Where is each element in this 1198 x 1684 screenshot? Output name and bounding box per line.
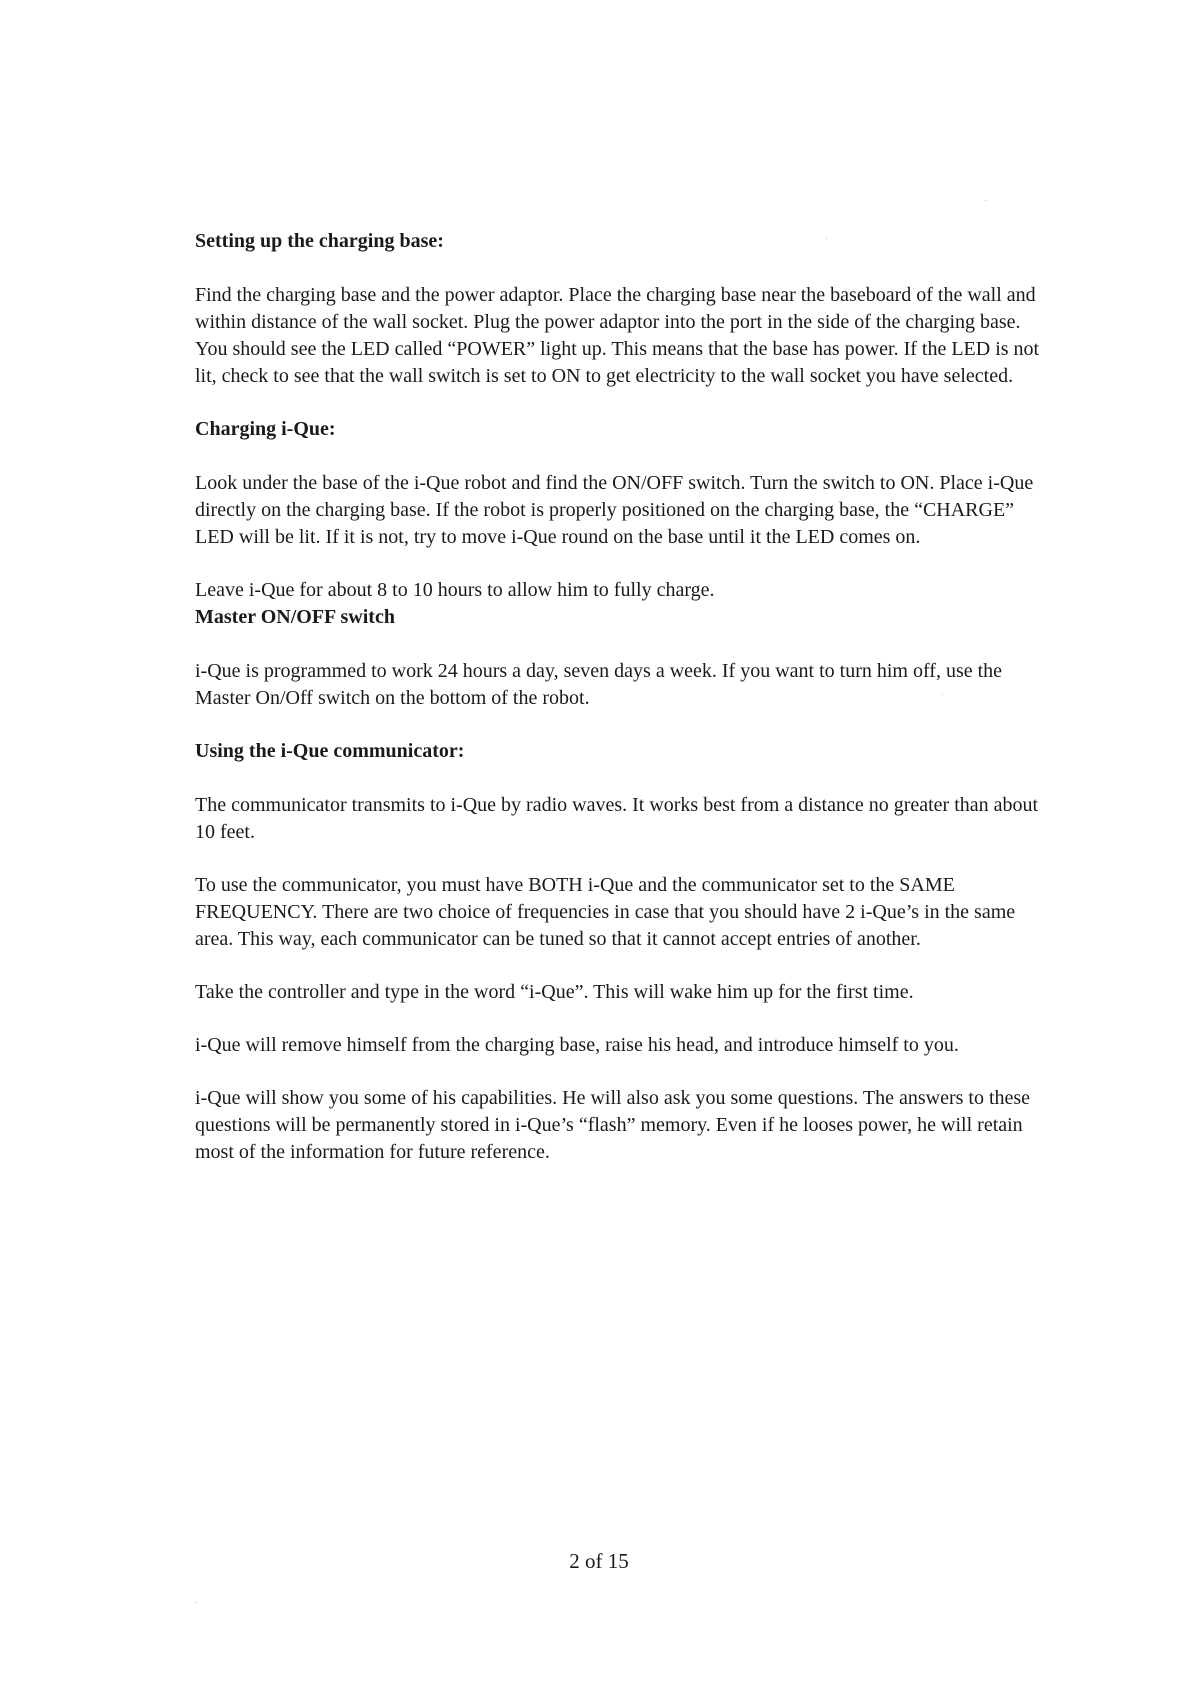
paragraph: The communicator transmits to i-Que by radio waves. It works best from a distance no greater than about 10 feet. bbox=[195, 794, 1039, 843]
section-heading: Setting up the charging base: bbox=[195, 230, 444, 252]
scan-speck bbox=[195, 1602, 196, 1603]
paragraph: Find the charging base and the power adaptor. Place the charging base near the baseboard of the wall and within distance of the wall socket. Plug the power adaptor into the port in the side of the charging base. You should see the LED called “POWER” light up. This means that the base has power. If the LED is not lit, check to see that the wall switch is set to ON to get electricity to the wall socket you have selected. bbox=[195, 284, 1040, 387]
scan-speck bbox=[942, 694, 943, 695]
section-heading: Charging i-Que: bbox=[195, 418, 336, 440]
section-charging-i-que bbox=[195, 416, 1055, 604]
paragraph: i-Que will show you some of his capabilities. He will also ask you some questions. The answers to these questions will be permanently stored in i-Que’s “flash” memory. Even if he looses power, he will retain most of the information for future reference. bbox=[195, 1087, 1031, 1163]
scan-speck bbox=[826, 238, 827, 239]
paragraph: i-Que is programmed to work 24 hours a day, seven days a week. If you want to turn him off, use the Master On/Off switch on the bottom of the robot. bbox=[195, 660, 1003, 709]
scan-speck bbox=[985, 200, 986, 201]
section-heading: Using the i-Que communicator: bbox=[195, 740, 465, 762]
document-body bbox=[195, 228, 1055, 1166]
paragraph: To use the communicator, you must have BOTH i-Que and the communicator set to the SAME FREQUENCY. There are two choice of frequencies in case that you should have 2 i-Que’s in the same area. This way, each communicator can be tuned so that it cannot accept entries of another. bbox=[195, 874, 1016, 950]
paragraph: Leave i-Que for about 8 to 10 hours to allow him to fully charge. bbox=[195, 579, 715, 601]
page-number: 2 of 15 bbox=[569, 1549, 629, 1573]
paragraph: Look under the base of the i-Que robot and find the ON/OFF switch. Turn the switch to ON. Place i-Que directly on the charging base. If the robot is properly positioned on the charging base, the “CHARGE” LED will be lit. If it is not, try to move i-Que round on the base until it the LED comes on. bbox=[195, 472, 1034, 548]
section-master-on-off-switch bbox=[195, 604, 1055, 712]
section-setting-up-charging-base bbox=[195, 228, 1055, 390]
paragraph: i-Que will remove himself from the charging base, raise his head, and introduce himself to you. bbox=[195, 1034, 959, 1056]
paragraph: Take the controller and type in the word “i-Que”. This will wake him up for the first time. bbox=[195, 981, 914, 1003]
section-using-i-que-communicator bbox=[195, 738, 1055, 1166]
section-heading: Master ON/OFF switch bbox=[195, 606, 395, 628]
